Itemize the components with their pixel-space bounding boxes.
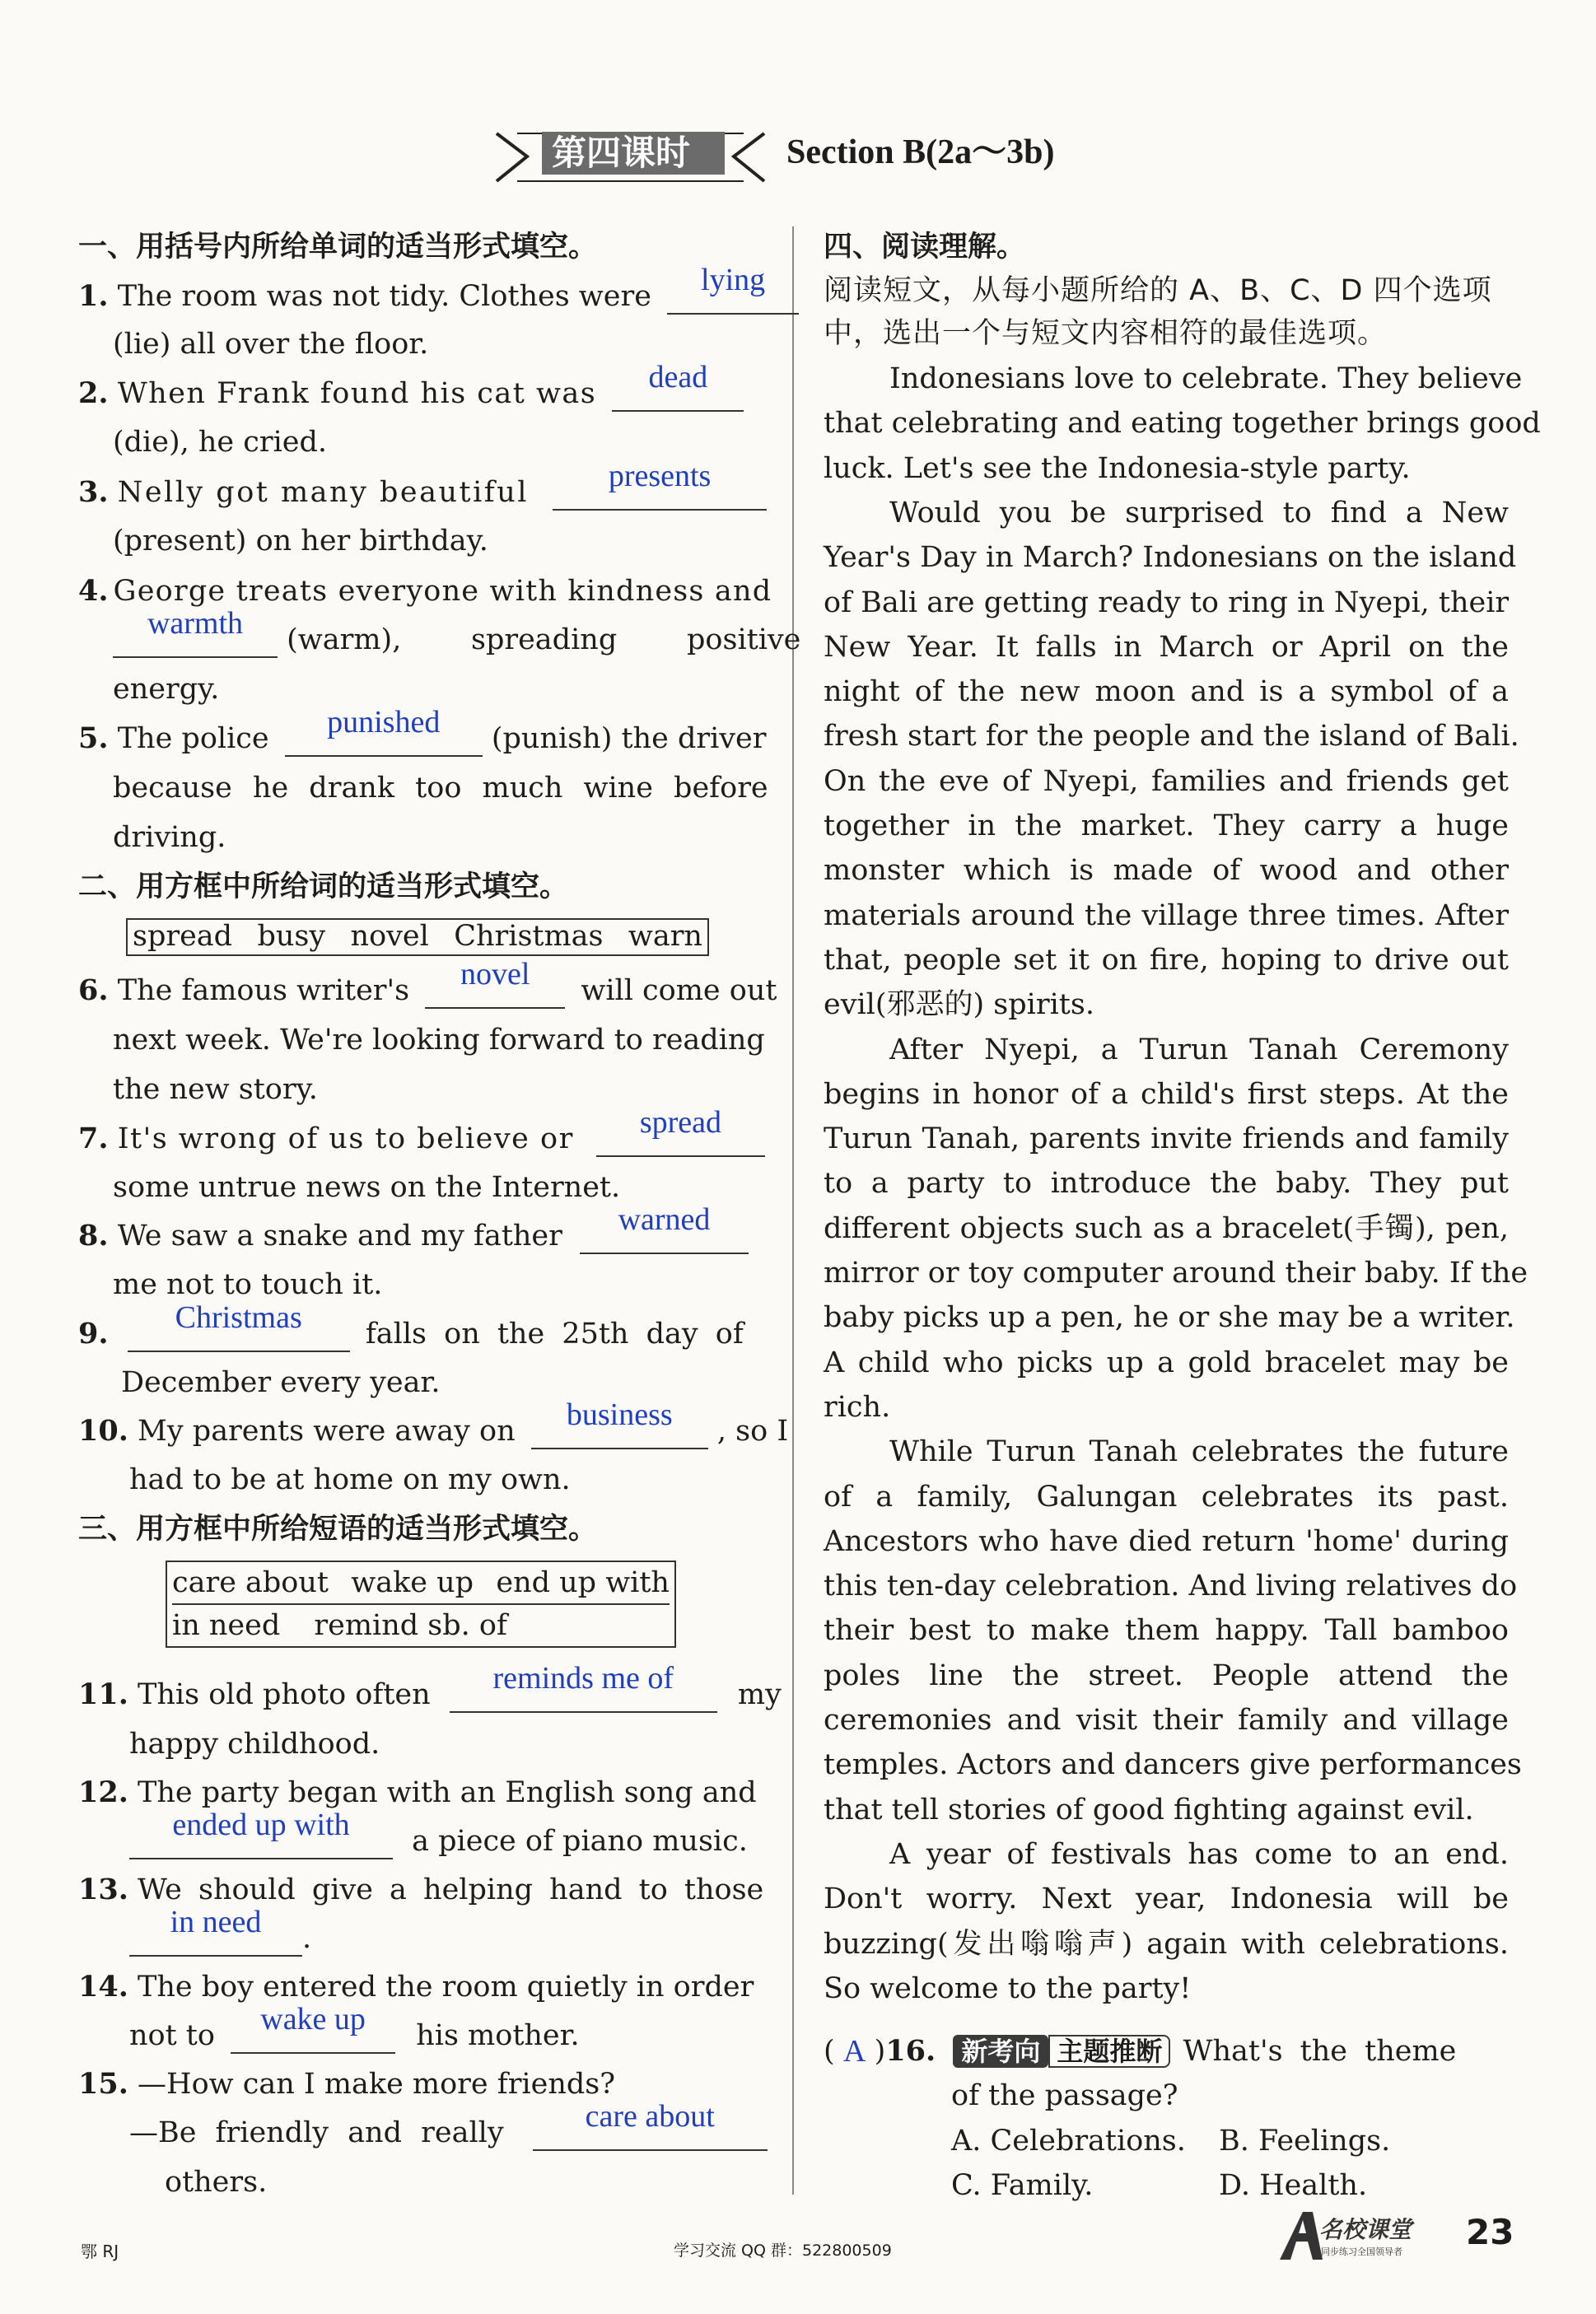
- q6-text: The famous writer's: [117, 974, 410, 1007]
- q13-text: We should give a helping hand to those: [138, 1873, 764, 1906]
- part3-title: 三、用方框中所给短语的适当形式填空。: [78, 1513, 598, 1546]
- q4-text-d: positive: [687, 623, 801, 656]
- q15-line2: [129, 2099, 762, 2151]
- passage-line: this ten-day celebration. And living relatives do: [824, 1570, 1518, 1603]
- passage-line: of a family, Galungan celebrates its past.: [824, 1480, 1509, 1514]
- passage-line: poles line the street. People attend the: [824, 1659, 1509, 1692]
- q13-answer: in need: [170, 1905, 262, 1939]
- phrase-item: remind sb. of: [314, 1609, 507, 1642]
- q16-option-b[interactable]: B. Feelings.: [1219, 2125, 1391, 2158]
- q5-text-b: (punish) the driver: [491, 722, 767, 755]
- lesson-banner: [492, 124, 768, 189]
- q12-text: The party began with an English song and: [138, 1776, 757, 1809]
- passage-line: ceremonies and visit their family and village: [824, 1704, 1509, 1737]
- q6-text-b: will come out: [581, 974, 777, 1007]
- phrase-row: [172, 1562, 670, 1603]
- q16-option-d[interactable]: D. Health.: [1219, 2169, 1368, 2202]
- q16-line1: [824, 2035, 1509, 2068]
- word-item: novel: [350, 920, 429, 953]
- q9-number: 9.: [78, 1317, 109, 1351]
- q4-text: George treats everyone with kindness and: [113, 575, 772, 608]
- new-trend-tag: 新考向: [953, 2035, 1048, 2068]
- q3-answer: presents: [608, 459, 712, 493]
- q10-line1: [78, 1397, 789, 1449]
- word-item: warn: [628, 920, 702, 953]
- q1-line2: (lie) all over the floor.: [113, 328, 429, 361]
- q7-number: 7.: [78, 1122, 109, 1155]
- q3-number: 3.: [78, 475, 109, 509]
- q12-answer: ended up with: [172, 1808, 350, 1842]
- q15-line3: others.: [165, 2166, 268, 2199]
- q5-line3: driving.: [113, 821, 226, 854]
- passage-line: begins in honor of a child's first steps. At the: [824, 1077, 1509, 1111]
- q9-line2: December every year.: [121, 1366, 441, 1399]
- q14-text-b: not to: [129, 2019, 215, 2052]
- q2-number: 2.: [78, 376, 109, 410]
- passage-line: Year's Day in March? Indonesians on the island: [824, 541, 1517, 575]
- q16-answer: A: [842, 2034, 866, 2069]
- passage-line: evil(邪恶的) spirits.: [824, 988, 1094, 1022]
- q4-blank[interactable]: [113, 606, 278, 658]
- q7-text: It's wrong of us to believe or: [117, 1122, 574, 1155]
- q3-line2: (present) on her birthday.: [113, 525, 488, 558]
- q11-blank[interactable]: [450, 1661, 717, 1713]
- q2-blank[interactable]: [612, 360, 744, 412]
- q7-line1: [78, 1105, 762, 1157]
- passage-line: While Turun Tanah celebrates the future: [889, 1435, 1509, 1469]
- word-item: Christmas: [454, 920, 604, 953]
- passage-line: After Nyepi, a Turun Tanah Ceremony: [889, 1033, 1509, 1066]
- column-divider: [792, 226, 794, 2195]
- q6-line2: next week. We're looking forward to reading: [113, 1024, 765, 1057]
- q13-number: 13.: [78, 1873, 128, 1906]
- q4-text-b: (warm),: [287, 623, 402, 656]
- passage-line: temples. Actors and dancers give performances: [824, 1748, 1522, 1782]
- q11-line2: happy childhood.: [129, 1728, 380, 1761]
- footer-edition: 鄂 RJ: [81, 2242, 119, 2261]
- q14-line1: [78, 1971, 762, 2004]
- q15-number: 15.: [78, 2067, 128, 2101]
- q16-paren-close: ): [874, 2035, 886, 2068]
- right-column: [824, 218, 1541, 2211]
- passage-line: that celebrating and eating together brings good: [824, 407, 1541, 441]
- q4-number: 4.: [78, 574, 109, 608]
- q10-blank[interactable]: [531, 1397, 708, 1449]
- q6-line1: [78, 957, 777, 1009]
- q3-blank[interactable]: [553, 459, 767, 511]
- phrase-item: end up with: [496, 1566, 670, 1599]
- q15-answer: care about: [585, 2099, 715, 2134]
- q14-blank[interactable]: [231, 2002, 395, 2054]
- q3-text: Nelly got many beautiful: [117, 476, 529, 509]
- passage-line: A year of festivals has come to an end.: [889, 1837, 1509, 1871]
- phrase-row: [172, 1603, 670, 1646]
- q4-line2: [113, 606, 801, 658]
- q2-line1: [78, 360, 762, 412]
- q16-option-a[interactable]: A. Celebrations.: [951, 2125, 1186, 2158]
- q9-answer: Christmas: [175, 1300, 302, 1335]
- q11-text: This old photo often: [138, 1678, 431, 1711]
- q14-text-c: his mother.: [416, 2019, 580, 2052]
- word-box: [126, 918, 709, 956]
- passage-line: Ancestors who have died return 'home' during: [824, 1524, 1509, 1558]
- part4-title: 四、阅读理解。: [824, 231, 1026, 264]
- q2-text: When Frank found his cat was: [117, 377, 597, 410]
- page-number: 23: [1466, 2212, 1514, 2252]
- passage-line: Don't worry. Next year, Indonesia will be: [824, 1882, 1509, 1916]
- q1-blank[interactable]: [667, 263, 799, 315]
- passage-line: together in the market. They carry a huge: [824, 809, 1509, 842]
- q15-line1: [78, 2068, 762, 2101]
- q14-text: The boy entered the room quietly in order: [138, 1971, 754, 2004]
- footer-qq-group: 学习交流 QQ 群：522800509: [674, 2242, 892, 2260]
- q6-answer: novel: [460, 957, 530, 991]
- q13-text-b: .: [302, 1922, 312, 1955]
- q16-number: 16.: [885, 2034, 936, 2068]
- passage-line: night of the new moon and is a symbol of a: [824, 675, 1509, 709]
- phrase-item: wake up: [351, 1566, 474, 1599]
- q15-text-b: —Be friendly and really: [129, 2116, 504, 2149]
- q10-number: 10.: [78, 1414, 128, 1448]
- q12-blank[interactable]: [129, 1808, 393, 1859]
- q10-text: My parents were away on: [138, 1415, 516, 1448]
- passage-line: mirror or toy computer around their baby. If the: [824, 1257, 1528, 1290]
- passage-line: Indonesians love to celebrate. They believe: [889, 362, 1523, 395]
- q11-answer: reminds me of: [492, 1661, 674, 1696]
- q7-blank[interactable]: [596, 1105, 765, 1157]
- q15-blank[interactable]: [533, 2099, 768, 2151]
- passage-line: Turun Tanah, parents invite friends and family: [824, 1122, 1509, 1156]
- passage-line: materials around the village three times. After: [824, 898, 1509, 932]
- q5-number: 5.: [78, 721, 109, 755]
- q1-number: 1.: [78, 279, 109, 313]
- q11-text-b: my: [737, 1678, 782, 1711]
- q16-line2: of the passage?: [951, 2079, 1178, 2112]
- part4-instruction-2: 中，选出一个与短文内容相符的最佳选项。: [824, 317, 1388, 350]
- q4-text-c: spreading: [471, 623, 618, 656]
- q8-line2: me not to touch it.: [113, 1268, 383, 1301]
- q16-option-c[interactable]: C. Family.: [951, 2169, 1094, 2202]
- q8-answer: warned: [618, 1202, 711, 1237]
- passage-line: On the eve of Nyepi, families and friends get: [824, 764, 1509, 798]
- phrase-item: in need: [172, 1609, 281, 1642]
- q12-number: 12.: [78, 1775, 128, 1809]
- passage-line: New Year. It falls in March or April on the: [824, 630, 1509, 664]
- passage-line: Would you be surprised to find a New: [889, 496, 1509, 530]
- passage-line: of Bali are getting ready to ring in Nyepi, their: [824, 585, 1510, 619]
- passage-line: that, people set it on fire, hoping to drive out: [824, 943, 1509, 977]
- q7-line2: some untrue news on the Internet.: [113, 1171, 621, 1204]
- q8-blank[interactable]: [580, 1202, 749, 1254]
- part4-instruction-1: 阅读短文，从每小题所给的 A、B、C、D 四个选项: [824, 274, 1492, 307]
- q5-text: The police: [117, 722, 269, 755]
- q12-text-b: a piece of piano music.: [412, 1825, 748, 1858]
- q8-text: We saw a snake and my father: [117, 1220, 562, 1253]
- q10-answer: business: [566, 1397, 673, 1432]
- passage-line: monster which is made of wood and other: [824, 854, 1509, 888]
- q8-number: 8.: [78, 1219, 109, 1253]
- q13-blank[interactable]: [129, 1905, 302, 1957]
- q6-number: 6.: [78, 973, 109, 1007]
- q14-answer: wake up: [260, 2002, 366, 2036]
- q16-answer-slot[interactable]: [835, 2035, 875, 2068]
- brand-tagline: 同步练习全国领导者: [1321, 2246, 1402, 2257]
- q13-line2: [129, 1905, 762, 1957]
- q8-line1: [78, 1202, 762, 1254]
- part1-title: 一、用括号内所给单词的适当形式填空。: [78, 231, 598, 264]
- q3-line1: [78, 459, 762, 511]
- q5-line2: because he drank too much wine before: [113, 772, 768, 805]
- q2-line2: (die), he cried.: [113, 426, 328, 459]
- q4-answer: warmth: [147, 606, 244, 641]
- phrase-box: [166, 1561, 676, 1648]
- passage-line: that tell stories of good fighting against evil.: [824, 1793, 1474, 1826]
- passage-line: A child who picks up a gold bracelet may be: [824, 1346, 1509, 1379]
- q1-line1: [78, 263, 766, 315]
- q10-line2: had to be at home on my own.: [129, 1463, 571, 1496]
- q16-stem: What's the theme: [1183, 2035, 1457, 2068]
- q7-answer: spread: [639, 1105, 722, 1140]
- part2-title: 二、用方框中所给词的适当形式填空。: [78, 870, 569, 903]
- phrase-item: care about: [172, 1566, 329, 1599]
- section-title: Section B(2a～3b): [786, 133, 1055, 171]
- q4-line3: energy.: [113, 673, 220, 706]
- q5-line1: [78, 705, 767, 757]
- q5-answer: punished: [327, 705, 441, 739]
- passage-line: luck. Let's see the Indonesia-style party.: [824, 451, 1411, 485]
- q12-line2: [129, 1808, 762, 1859]
- q11-number: 11.: [78, 1677, 128, 1711]
- q1-text: The room was not tidy. Clothes were: [117, 280, 651, 313]
- q1-answer: lying: [701, 263, 766, 297]
- q14-line2: [129, 2002, 762, 2054]
- q16-paren-open: (: [824, 2035, 835, 2068]
- q6-line3: the new story.: [113, 1073, 318, 1106]
- q13-line1: [78, 1873, 762, 1906]
- q14-number: 14.: [78, 1970, 128, 2004]
- q2-answer: dead: [648, 360, 708, 394]
- q10-text-b: , so I: [716, 1415, 789, 1448]
- word-item: busy: [257, 920, 326, 953]
- brand-name: 名校课堂: [1319, 2216, 1412, 2243]
- word-item: spread: [133, 920, 233, 953]
- q12-line1: [78, 1776, 762, 1809]
- q4-line1: [78, 574, 772, 608]
- passage-line: So welcome to the party!: [824, 1971, 1192, 2005]
- q9-blank[interactable]: [128, 1300, 350, 1352]
- passage-line: different objects such as a bracelet(手镯), pen,: [824, 1211, 1509, 1245]
- passage-line: baby picks up a pen, he or she may be a writer.: [824, 1301, 1515, 1335]
- topic-inference-tag: 主题推断: [1048, 2035, 1170, 2068]
- passage-line: fresh start for the people and the island of Bali.: [824, 720, 1519, 753]
- q5-blank[interactable]: [285, 705, 483, 757]
- brand-logo: [1275, 2207, 1412, 2265]
- passage-line: to a party to introduce the baby. They put: [824, 1167, 1509, 1201]
- lesson-title: 第四课时: [552, 133, 691, 173]
- q9-line1: [78, 1300, 762, 1352]
- q11-line1: [78, 1661, 782, 1713]
- passage-line: buzzing(发出嗡嗡声) again with celebrations.: [824, 1927, 1509, 1961]
- q15-text: —How can I make more friends?: [138, 2068, 616, 2101]
- q9-text: falls on the 25th day of: [365, 1318, 744, 1351]
- passage-line: rich.: [824, 1390, 891, 1424]
- q6-blank[interactable]: [425, 957, 565, 1009]
- passage-line: their best to make them happy. Tall bamboo: [824, 1614, 1509, 1648]
- left-column: [78, 218, 801, 2211]
